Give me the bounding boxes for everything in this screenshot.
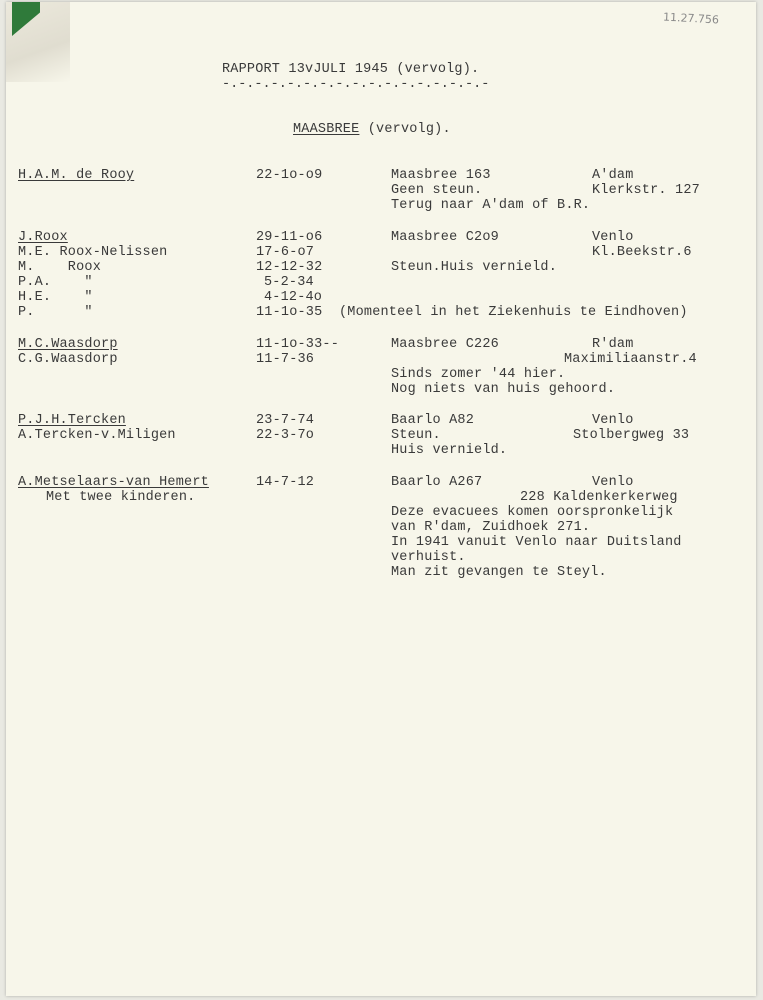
- entry-note: Baarlo A267: [391, 475, 483, 490]
- entry-name: C.G.Waasdorp: [18, 352, 118, 367]
- entry-origin: Venlo: [592, 230, 634, 245]
- entry-origin: Kl.Beekstr.6: [592, 245, 692, 260]
- entry-note: Steun.Huis vernield.: [391, 260, 558, 275]
- entry-date: 11-7-36: [256, 352, 315, 367]
- document-page: [6, 2, 756, 996]
- entry-date: 14-7-12: [256, 475, 315, 490]
- entry-origin: Maximiliaanstr.4: [564, 352, 697, 367]
- archive-number: 11.27.756: [662, 10, 720, 27]
- entry-note: verhuist.: [391, 550, 466, 565]
- entry-origin: A'dam: [592, 168, 634, 183]
- entry-date: 29-11-o6: [256, 230, 323, 245]
- entry-name: M. Roox: [18, 260, 102, 275]
- entry-note: Huis vernield.: [391, 443, 508, 458]
- title-rule: -.-.-.-.-.-.-.-.-.-.-.-.-.-.-.-.-: [222, 77, 490, 92]
- entry-origin: Stolbergweg 33: [573, 428, 690, 443]
- section-suffix: (vervolg).: [367, 122, 451, 137]
- entry-note: Maasbree C2o9: [391, 230, 499, 245]
- entry-date: 22-1o-o9: [256, 168, 323, 183]
- section-name: MAASBREE: [293, 122, 360, 137]
- entry-note: Steun.: [391, 428, 441, 443]
- entry-date: 5-2-34: [264, 275, 314, 290]
- entry-note: Baarlo A82: [391, 413, 475, 428]
- entry-origin: R'dam: [592, 337, 634, 352]
- entry-note: van R'dam, Zuidhoek 271.: [391, 520, 591, 535]
- entry-name: M.C.Waasdorp: [18, 337, 118, 352]
- entry-date: 12-12-32: [256, 260, 323, 275]
- entry-name: Met twee kinderen.: [46, 490, 196, 505]
- entry-name: H.A.M. de Rooy: [18, 168, 135, 183]
- entry-origin: Venlo: [592, 475, 634, 490]
- entry-note: Terug naar A'dam of B.R.: [391, 198, 591, 213]
- entry-date: 23-7-74: [256, 413, 315, 428]
- entry-note: Sinds zomer '44 hier.: [391, 367, 566, 382]
- entry-name: P. ": [18, 305, 93, 320]
- entry-note: Man zit gevangen te Steyl.: [391, 565, 607, 580]
- entry-remark: (Momenteel in het Ziekenhuis te Eindhoven): [339, 305, 688, 320]
- entry-origin: Klerkstr. 127: [592, 183, 700, 198]
- entry-date: 22-3-7o: [256, 428, 315, 443]
- entry-name: M.E. Roox-Nelissen: [18, 245, 168, 260]
- entry-note: 228 Kaldenkerkerweg: [520, 490, 678, 505]
- entry-name: A.Tercken-v.Miligen: [18, 428, 176, 443]
- entry-note: Deze evacuees komen oorspronkelijk: [391, 505, 674, 520]
- entry-name: H.E. ": [18, 290, 93, 305]
- entry-note: In 1941 vanuit Venlo naar Duitsland: [391, 535, 682, 550]
- entry-note: Maasbree C226: [391, 337, 499, 352]
- entry-note: Maasbree 163: [391, 168, 491, 183]
- entry-note: Geen steun.: [391, 183, 483, 198]
- section-heading: [293, 122, 451, 137]
- entry-date: 4-12-4o: [264, 290, 323, 305]
- entry-name: J.Roox: [18, 230, 68, 245]
- entry-date: 11-1o-35: [256, 305, 323, 320]
- entry-date: 11-1o-33--: [256, 337, 340, 352]
- entry-name: P.A. ": [18, 275, 93, 290]
- report-title: RAPPORT 13vJULI 1945 (vervolg).: [222, 62, 480, 77]
- entry-name: A.Metselaars-van Hemert: [18, 475, 209, 490]
- entry-name: P.J.H.Tercken: [18, 413, 126, 428]
- entry-note: Nog niets van huis gehoord.: [391, 382, 616, 397]
- entry-date: 17-6-o7: [256, 245, 315, 260]
- entry-origin: Venlo: [592, 413, 634, 428]
